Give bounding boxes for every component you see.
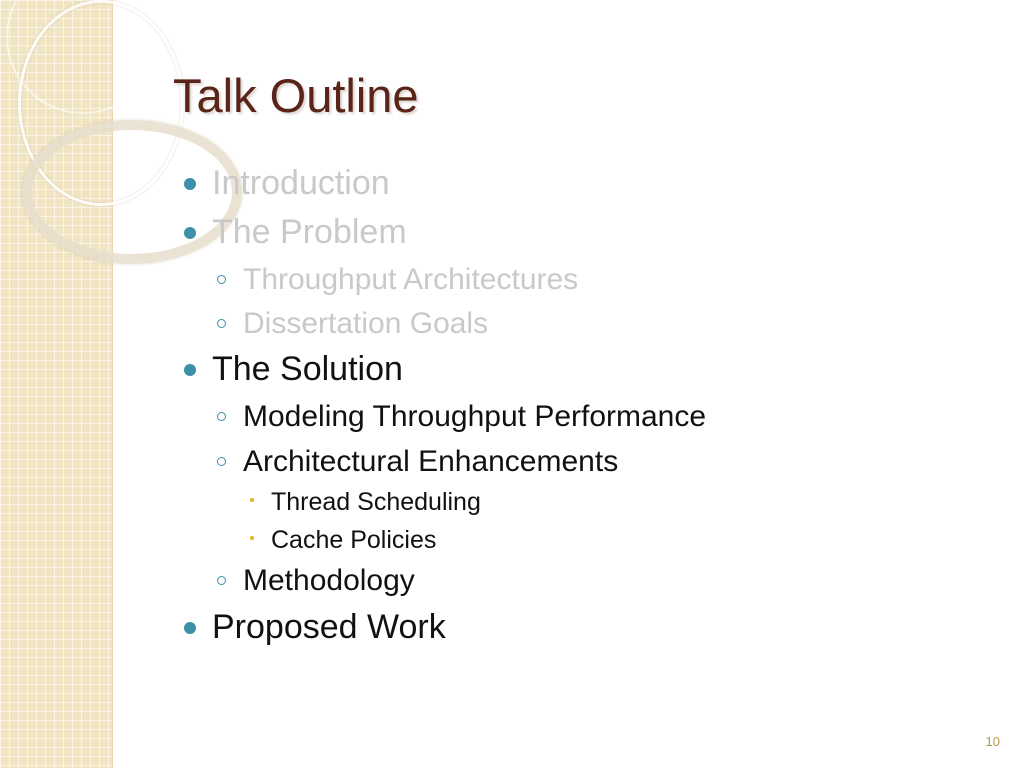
outline-item-label: The Solution [212, 350, 403, 388]
outline-item-label: Proposed Work [212, 608, 446, 646]
outline-item-throughput-architectures [243, 263, 578, 297]
outline-item-thread-scheduling [271, 488, 481, 517]
outline-item-dissertation-goals [243, 307, 488, 341]
outline-item-label: Cache Policies [271, 526, 437, 554]
outline-item-cache-policies [271, 526, 436, 555]
outline-item-architectural-enhancements [243, 445, 618, 479]
decorative-ring [22, 120, 242, 264]
outline-item-the-solution [212, 350, 403, 389]
slide-number: 10 [985, 734, 1000, 749]
outline-item-label: The Problem [212, 213, 407, 251]
outline-item-methodology [243, 564, 415, 598]
bullet-ring-icon [217, 576, 226, 585]
outline-item-label: Throughput Architectures [243, 263, 579, 296]
outline-item-the-problem [212, 213, 407, 252]
outline-item-introduction [212, 164, 390, 203]
outline-item-label: Thread Scheduling [271, 488, 481, 516]
bullet-ring-icon [217, 412, 226, 421]
outline-item-label: Methodology [243, 564, 415, 597]
bullet-ring-icon [217, 275, 226, 284]
bullet-dot-icon [184, 364, 196, 376]
bullet-dot-icon [184, 227, 196, 239]
outline-item-proposed-work [212, 608, 446, 647]
bullet-ring-icon [217, 319, 226, 328]
bullet-dot-icon [184, 622, 196, 634]
outline-item-label: Introduction [212, 164, 390, 202]
decorative-left-band [0, 0, 113, 768]
bullet-small-dot-icon [250, 536, 254, 540]
outline-item-label: Architectural Enhancements [243, 445, 619, 478]
bullet-ring-icon [217, 457, 226, 466]
outline-item-label: Dissertation Goals [243, 307, 489, 340]
outline-item-label: Modeling Throughput Performance [243, 400, 707, 433]
bullet-dot-icon [184, 178, 196, 190]
bullet-small-dot-icon [250, 498, 254, 502]
outline-item-modeling-throughput-performance [243, 400, 706, 434]
slide-title: Talk Outline [173, 69, 419, 122]
